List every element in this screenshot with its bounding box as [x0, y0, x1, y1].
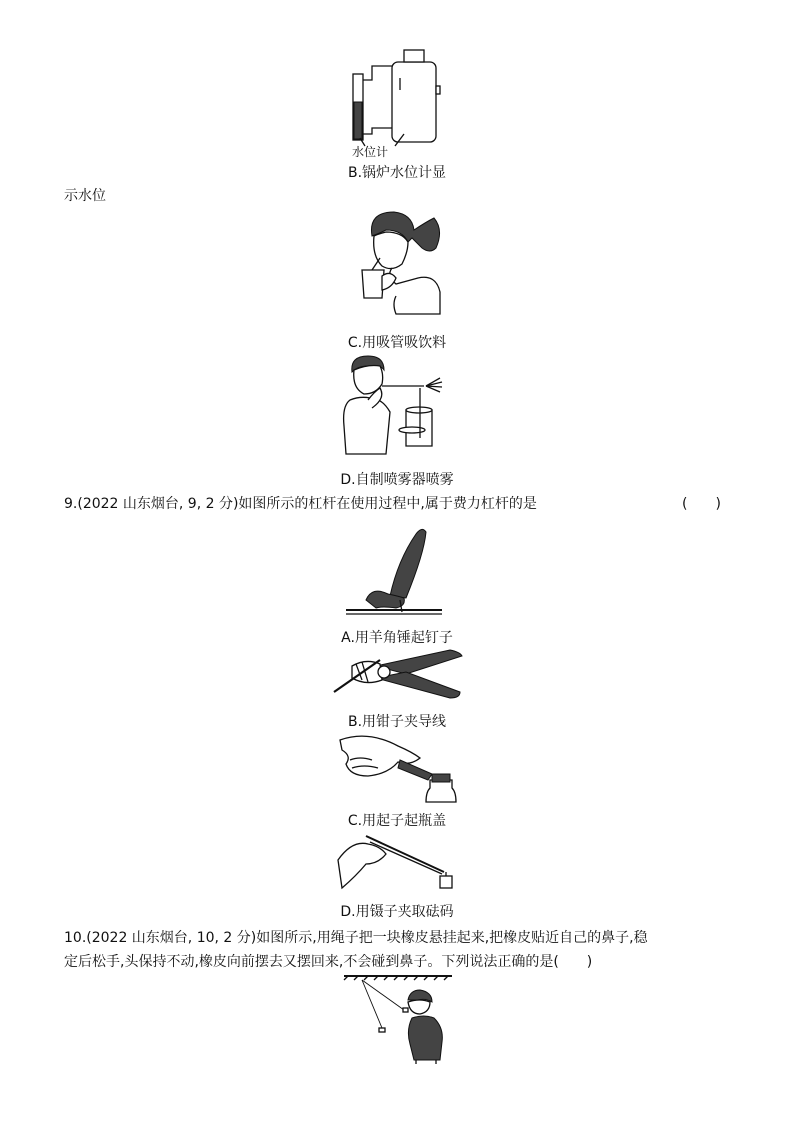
question-9-stem: 9.(2022 山东烟台, 9, 2 分)如图所示的杠杆在使用过程中,属于费力杠杆的是 — [64, 496, 537, 512]
question-9-option-c[interactable]: C.用起子起瓶盖 — [347, 813, 447, 829]
question-9-option-a[interactable]: A.用羊角锤起钉子 — [341, 630, 453, 646]
question-10-stem-line-1: 10.(2022 山东烟台, 10, 2 分)如图所示,用绳子把一块橡皮悬挂起来,把橡皮贴近自己的鼻子,稳 — [64, 930, 648, 946]
pliers-figure — [332, 644, 464, 704]
bottle-opener-figure — [338, 730, 458, 806]
option-b-caption-wrap: 示水位 — [64, 188, 106, 204]
option-b-caption: B.锅炉水位计显 — [347, 165, 447, 181]
option-d-caption: D.自制喷雾器喷雾 — [340, 472, 454, 488]
question-10-stem-line-2: 定后松手,头保持不动,橡皮向前摆去又摆回来,不会碰到鼻子。下列说法正确的是( ) — [64, 954, 593, 970]
claw-hammer-figure — [342, 520, 448, 618]
question-9-option-d[interactable]: D.用镊子夹取砝码 — [340, 904, 454, 920]
drinking-straw-figure — [356, 208, 446, 320]
pendulum-eraser-figure — [340, 972, 454, 1066]
question-9-answer-bracket[interactable]: ( ) — [682, 496, 721, 512]
sprayer-figure — [332, 354, 444, 466]
water-gauge-label: 水位计 — [352, 145, 389, 159]
question-9-option-b[interactable]: B.用钳子夹导线 — [347, 714, 447, 730]
option-c-caption: C.用吸管吸饮料 — [347, 335, 447, 351]
tweezers-figure — [336, 830, 460, 894]
